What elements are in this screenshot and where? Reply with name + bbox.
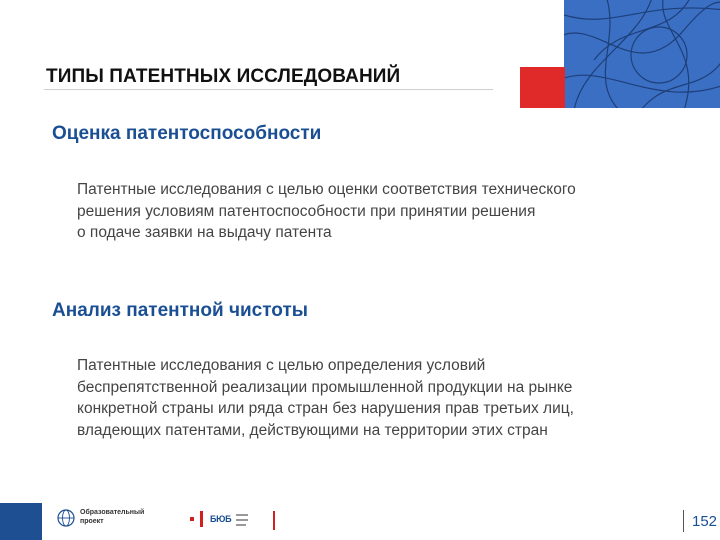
footer-blue-block bbox=[0, 503, 42, 540]
title-divider bbox=[44, 89, 493, 90]
body-line: конкретной страны или ряда стран без нарушения прав третьих лиц, bbox=[77, 400, 574, 417]
section-body-patent-clearance bbox=[77, 355, 697, 441]
slide-title: ТИПЫ ПАТЕНТНЫХ ИССЛЕДОВАНИЙ bbox=[46, 66, 401, 87]
section-body-patentability bbox=[77, 179, 697, 244]
decorative-red-square bbox=[520, 67, 565, 108]
body-line: Патентные исследования с целью определения условий bbox=[77, 357, 486, 374]
body-line: владеющих патентами, действующими на территории этих стран bbox=[77, 421, 548, 439]
logo-caption-educational-project: Образовательный проект bbox=[80, 509, 145, 525]
abstract-lines-graphic bbox=[564, 0, 720, 108]
page-number: 152 bbox=[692, 513, 718, 530]
body-line: о подаче заявки на выдачу патента bbox=[77, 224, 332, 241]
body-line: решения условиям патентоспособности при принятии решения bbox=[77, 202, 536, 220]
section-heading-patentability: Оценка патентоспособности bbox=[52, 123, 322, 144]
footer-red-divider bbox=[273, 511, 275, 530]
body-line: Патентные исследования с целью оценки соответствия технического bbox=[77, 181, 576, 198]
page-number-divider bbox=[683, 510, 684, 532]
partner-logo-text: БЮБ bbox=[210, 514, 232, 524]
body-line: беспрепятственной реализации промышленной продукции на рынке bbox=[77, 378, 573, 396]
decorative-blue-pattern bbox=[564, 0, 720, 108]
globe-logo-icon bbox=[57, 509, 75, 527]
section-heading-patent-clearance: Анализ патентной чистоты bbox=[52, 300, 308, 321]
